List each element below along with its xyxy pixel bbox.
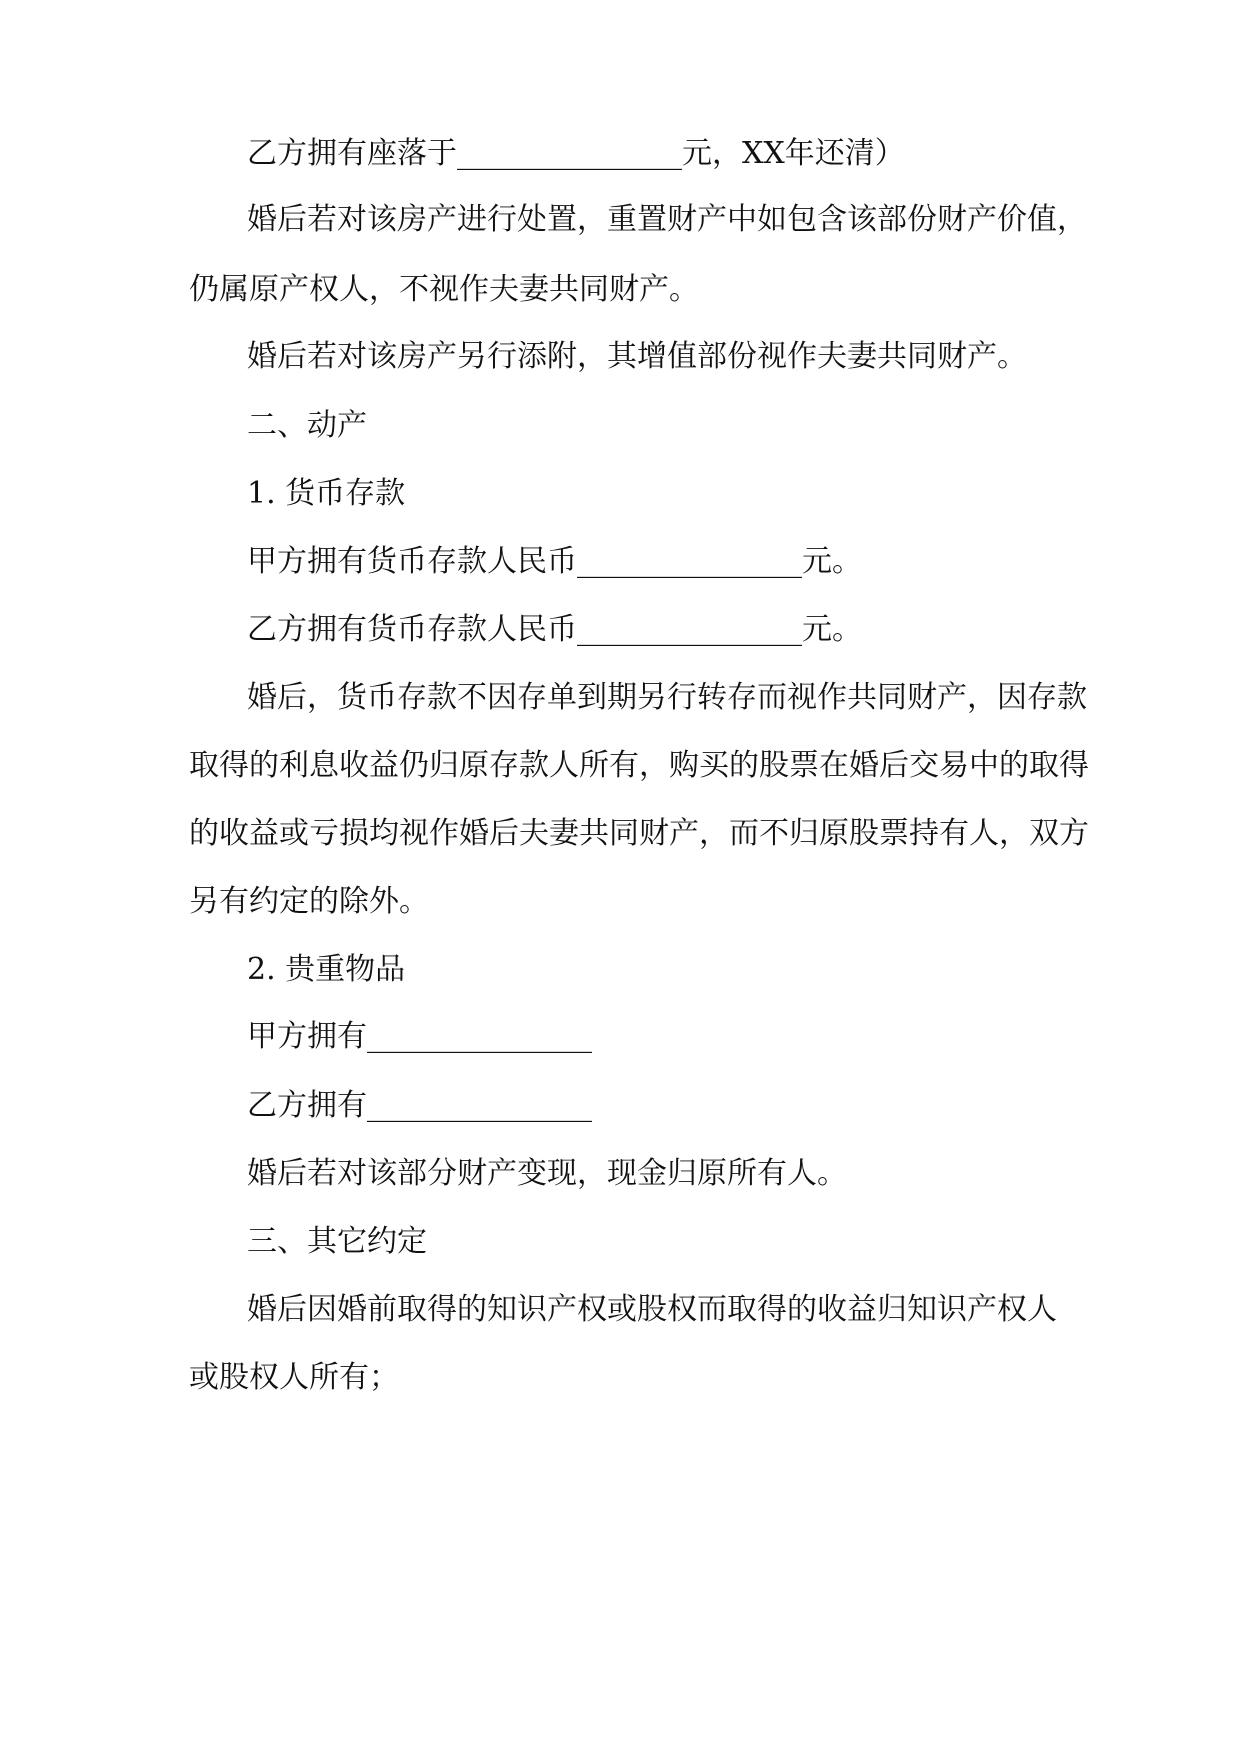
text-line-ip-terms-2: 或股权人所有； — [189, 1360, 399, 1395]
text-line-deposit-terms-3: 的收益或亏损均视作婚后夫妻共同财产，而不归原股票持有人，双方 — [189, 816, 1089, 851]
text-line-ip-terms-1: 婚后因婚前取得的知识产权或股权而取得的收益归知识产权人 — [247, 1292, 1057, 1327]
text-line-valuables-yi: 乙方拥有_______________ — [247, 1088, 592, 1123]
subheading-deposits: 1. 货币存款 — [247, 476, 406, 511]
section-heading-other: 三、其它约定 — [247, 1224, 427, 1259]
text-line-house-disposal-cont: 仍属原产权人，不视作夫妻共同财产。 — [189, 272, 699, 307]
text-line-valuables-jia: 甲方拥有_______________ — [247, 1019, 592, 1054]
text-line-house-yi: 乙方拥有座落于_______________元，XX年还清） — [247, 136, 905, 171]
text-line-valuables-terms: 婚后若对该部分财产变现，现金归原所有人。 — [247, 1156, 847, 1191]
text-line-deposit-terms-2: 取得的利息收益仍归原存款人所有，购买的股票在婚后交易中的取得 — [189, 748, 1089, 783]
text-line-house-addition: 婚后若对该房产另行添附，其增值部份视作夫妻共同财产。 — [247, 339, 1027, 374]
text-line-deposit-jia: 甲方拥有货币存款人民币_______________元。 — [247, 544, 862, 579]
subheading-valuables: 2. 贵重物品 — [247, 952, 406, 987]
text-line-deposit-yi: 乙方拥有货币存款人民币_______________元。 — [247, 612, 862, 647]
text-line-deposit-terms-4: 另有约定的除外。 — [189, 884, 429, 919]
text-line-house-disposal: 婚后若对该房产进行处置，重置财产中如包含该部份财产价值， — [247, 202, 1087, 237]
text-line-deposit-terms-1: 婚后，货币存款不因存单到期另行转存而视作共同财产，因存款 — [247, 680, 1087, 715]
section-heading-movables: 二、动产 — [247, 408, 367, 443]
